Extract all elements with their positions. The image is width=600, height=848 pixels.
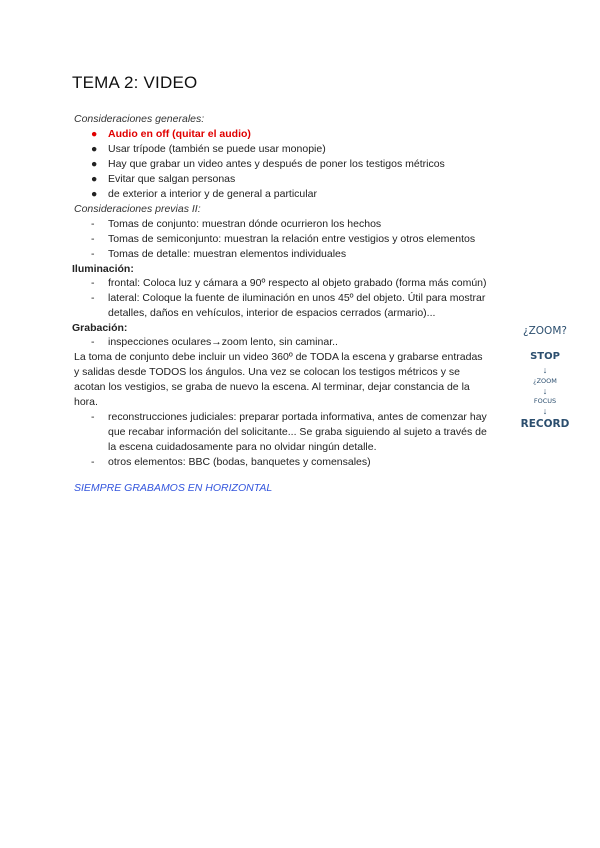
list-item-text: Evitar que salgan personas [108,173,236,185]
dash-icon: - [91,292,95,304]
bullet-icon: ● [91,188,98,200]
list-item-text: Audio en off (quitar el audio) [108,128,251,140]
down-arrow-icon: ↓ [542,406,548,416]
list-item-text: que recabar información del solicitante... Se graba siguiendo al sujeto a través de [108,426,487,438]
list-item-text: la escena cuidadosamente para no olvidar ningún detalle. [108,441,377,453]
sidebar-stop: STOP [530,351,560,362]
bullet-icon: ● [91,173,98,185]
paragraph-line: La toma de conjunto debe incluir un video 360º de TODA la escena y grabarse entradas [74,351,483,363]
dash-icon: - [91,456,95,468]
sidebar-record: RECORD [520,418,570,430]
list-item-text: Hay que grabar un video antes y después de poner los testigos métricos [108,158,445,170]
dash-icon: - [91,218,95,230]
page-title: TEMA 2: VIDEO [72,73,198,92]
sidebar-zoom-small: ¿ZOOM [533,377,557,385]
paragraph-line: hora. [74,396,98,408]
dash-icon: - [91,248,95,260]
bullet-icon: ● [91,158,98,170]
down-arrow-icon: ↓ [542,386,548,396]
list-item-text: inspecciones oculares→zoom lento, sin caminar.. [108,336,338,348]
list-item-text: Usar trípode (también se puede usar monopie) [108,143,326,155]
down-arrow-icon: ↓ [542,365,548,375]
dash-icon: - [91,277,95,289]
sidebar-focus: FOCUS [533,397,557,405]
list-item-text: detalles, daños en vehículos, interior de espacios cerrados (armario)... [108,307,436,319]
paragraph-line: y salidas desde TODOS los ángulos. Una vez se colocan los testigos métricos y se [74,366,460,378]
list-item-text: lateral: Coloque la fuente de iluminación en unos 45º del objeto. Útil para mostrar [108,292,486,304]
list-item-text: Tomas de semiconjunto: muestran la relación entre vestigios y otros elementos [108,233,476,245]
grabacion-heading: Grabación: [72,322,128,334]
list-item-text: Tomas de detalle: muestran elementos individuales [108,248,347,260]
footer-note: SIEMPRE GRABAMOS EN HORIZONTAL [74,482,273,494]
paragraph-line: acotan los vestigios, se graba de nuevo la escena. Al terminar, dejar constancia de la [74,381,470,393]
list-item-text: Tomas de conjunto: muestran dónde ocurrieron los hechos [108,218,382,230]
list-item-text: de exterior a interior y de general a particular [108,188,317,200]
dash-icon: - [91,411,95,423]
bullet-icon: ● [91,128,98,140]
dash-icon: - [91,336,95,348]
general-heading: Consideraciones generales: [74,113,205,125]
list-item-text: reconstrucciones judiciales: preparar portada informativa, antes de comenzar hay [108,411,487,423]
dash-icon: - [91,233,95,245]
bullet-icon: ● [91,143,98,155]
list-item-text: otros elementos: BBC (bodas, banquetes y comensales) [108,456,371,468]
iluminacion-heading: Iluminación: [72,263,134,275]
list-item-text: frontal: Coloca luz y cámara a 90º respecto al objeto grabado (forma más común) [108,277,487,289]
previas-heading: Consideraciones previas II: [74,203,201,215]
sidebar-zoom-title: ¿ZOOM? [523,325,567,337]
